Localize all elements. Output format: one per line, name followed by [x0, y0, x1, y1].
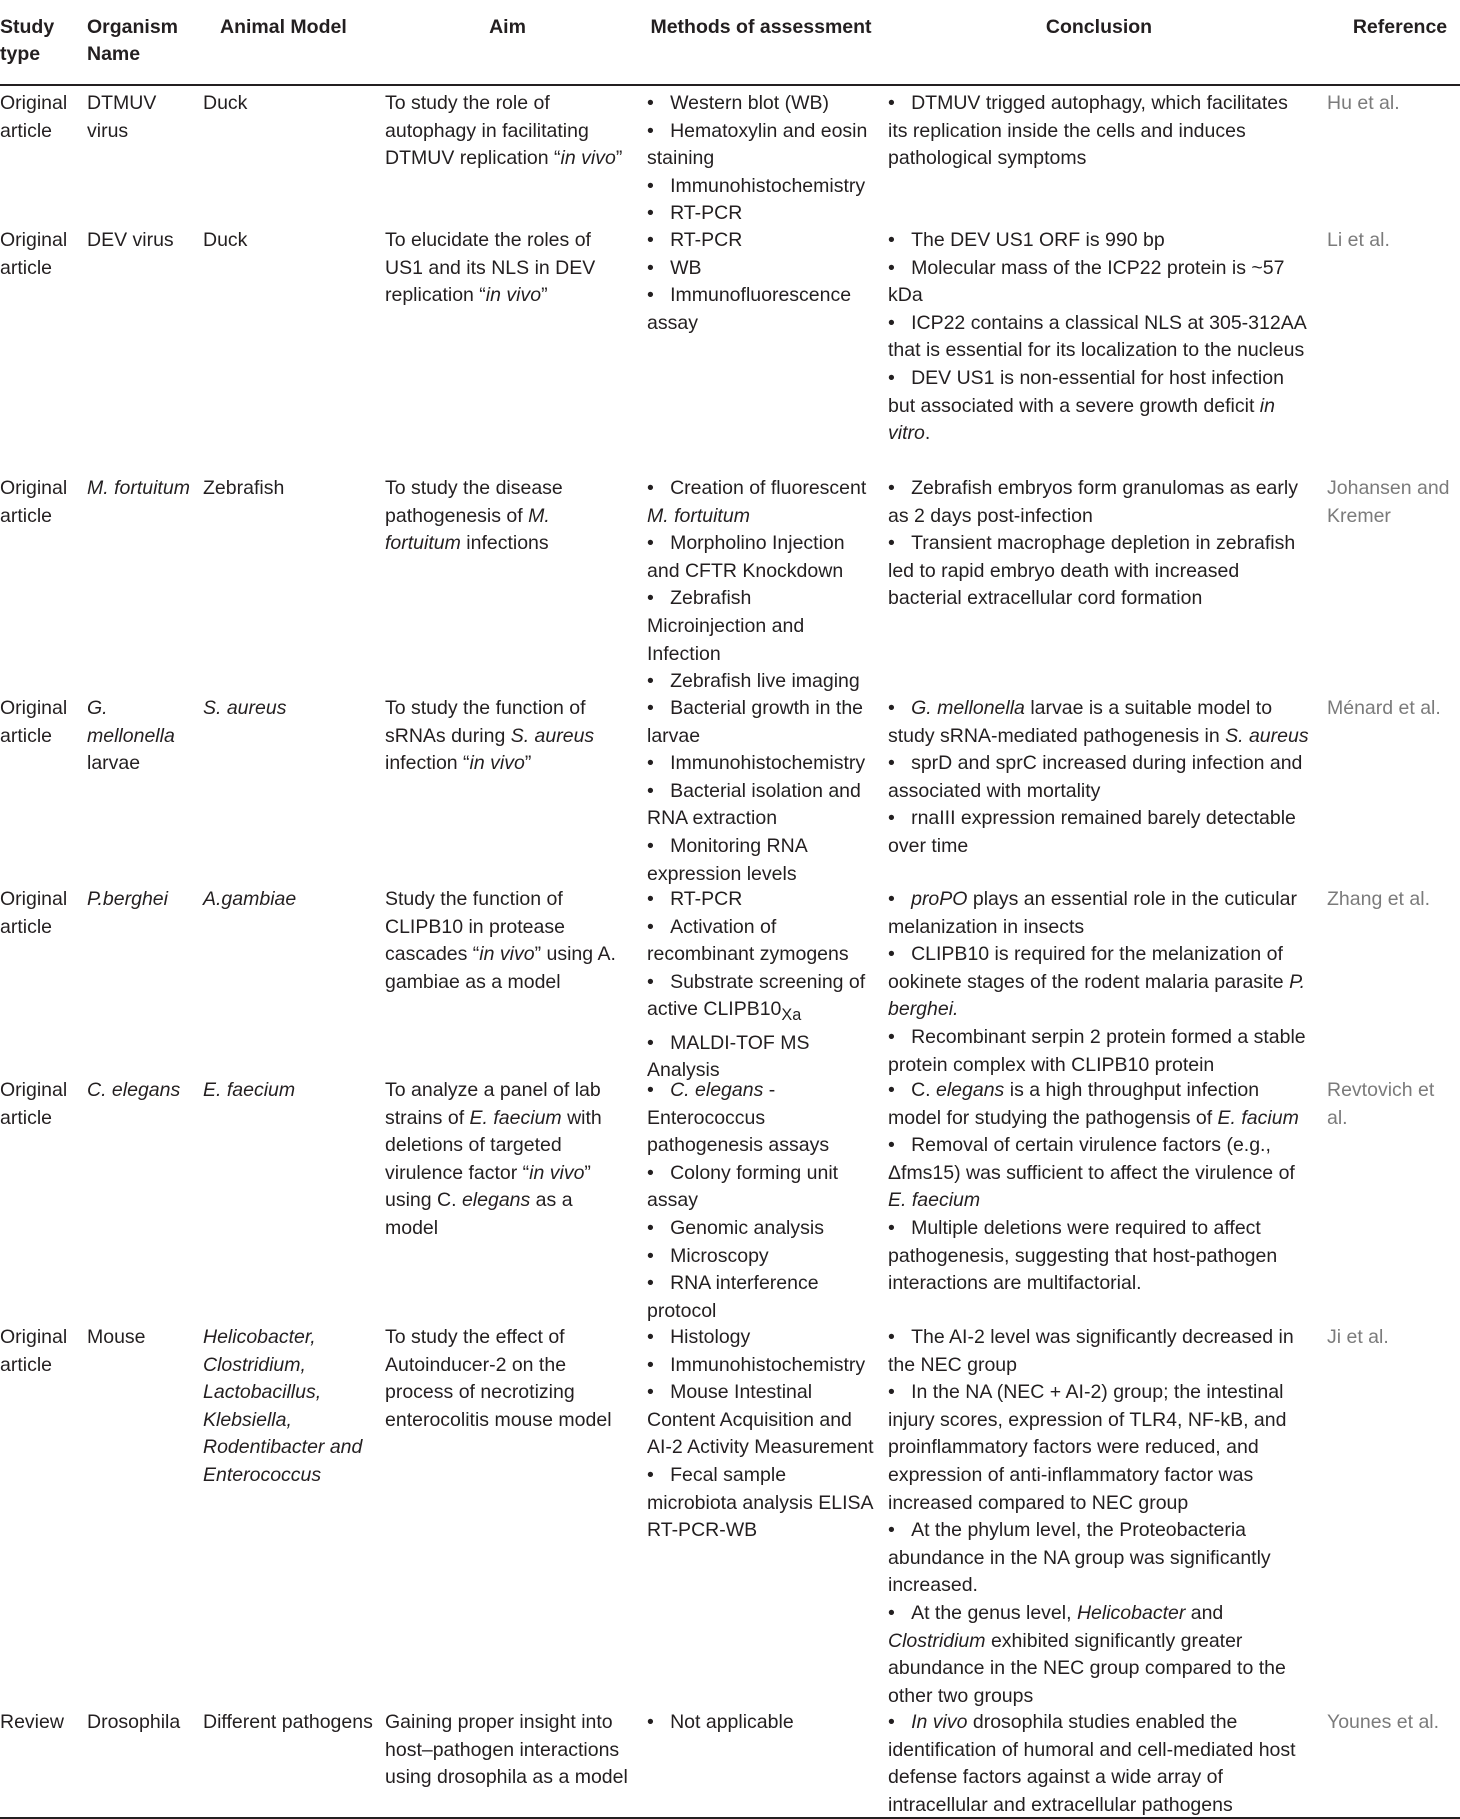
- bullet-item: • Mouse Intestinal Content Acquisition and AI-2 Activity Measurement: [647, 1381, 874, 1459]
- cell-conclusion: [888, 886, 1310, 1079]
- bullet-item: • C. elegans - Enterococcus pathogenesis assays: [647, 1079, 830, 1157]
- bullet-item: • The AI-2 level was significantly decreased in the NEC group: [888, 1326, 1294, 1376]
- bullet-item: • Fecal sample microbiota analysis ELISA RT-PCR-WB: [647, 1463, 873, 1542]
- cell-study-type: Original article: [0, 92, 68, 142]
- cell-conclusion: [888, 1324, 1310, 1710]
- cell-animal-model: Zebrafish: [203, 477, 285, 499]
- cell-animal-model: A.gambiae: [203, 888, 297, 910]
- bullet-item: • Zebrafish embryos form granulomas as early as 2 days post-infection: [888, 477, 1298, 527]
- bullet-item: • Recombinant serpin 2 protein formed a stable protein complex with CLIPB10 protein: [888, 1025, 1306, 1076]
- bullet-item: • MALDI-TOF MS Analysis: [647, 1031, 810, 1082]
- bullet-item: • WB: [647, 256, 702, 279]
- bullet-item: • RT-PCR: [647, 229, 743, 251]
- cell-study-type: Original article: [0, 888, 68, 938]
- bullet-item: • Microscopy: [647, 1244, 769, 1267]
- cell-methods: [647, 886, 875, 1085]
- cell-aim: To study the disease pathogenesis of M. fortuitum infections: [385, 477, 563, 555]
- bullet-item: • Transient macrophage depletion in zebrafish led to rapid embryo death with increased bacterial extracellular cord formation: [888, 532, 1296, 610]
- bullet-item: • RNA interference protocol: [647, 1272, 819, 1322]
- header-reference: Reference: [1352, 16, 1448, 38]
- bullet-item: • Hematoxylin and eosin staining: [647, 119, 868, 170]
- cell-aim: To study the effect of Autoinducer-2 on the process of necrotizing enterocolitis mouse model: [385, 1326, 612, 1431]
- cell-reference: Ji et al.: [1327, 1326, 1389, 1348]
- bullet-item: • The DEV US1 ORF is 990 bp: [888, 229, 1165, 251]
- bullet-item: • In the NA (NEC + AI-2) group; the intestinal injury scores, expression of TLR4, NF-kB, and proinflammatory factors were reduced, and expression of anti-inflammatory factor was increased compared to NEC group: [888, 1381, 1287, 1514]
- cell-methods: [647, 1709, 875, 1737]
- bullet-item: • Activation of recombinant zymogens: [647, 915, 849, 966]
- bullet-item: • rnaIII expression remained barely detectable over time: [888, 807, 1296, 857]
- bullet-item: • In vivo drosophila studies enabled the identification of humoral and cell-mediated host defense factors against a wide array of intracellular and extracellular pathogens: [888, 1711, 1296, 1816]
- bullet-item: • Zebrafish Microinjection and Infection: [647, 587, 805, 665]
- bullet-item: • CLIPB10 is required for the melanization of ookinete stages of the rodent malaria parasite P. berghei.: [888, 943, 1305, 1021]
- bullet-item: • At the phylum level, the Proteobacteria abundance in the NA group was significantly increased.: [888, 1519, 1271, 1597]
- cell-conclusion: [888, 227, 1310, 448]
- cell-reference: Revtovich et al.: [1327, 1079, 1435, 1129]
- bullet-item: • Morpholino Injection and CFTR Knockdown: [647, 532, 845, 582]
- cell-aim: Gaining proper insight into host–pathogen interactions using drosophila as a model: [385, 1711, 628, 1789]
- cell-methods: [647, 227, 875, 337]
- cell-reference: Younes et al.: [1327, 1711, 1440, 1733]
- bullet-item: • Molecular mass of the ICP22 protein is ~57 kDa: [888, 256, 1285, 307]
- cell-organism: P.berghei: [87, 888, 168, 910]
- bullet-item: • Immunofluorescence assay: [647, 284, 852, 334]
- cell-conclusion: [888, 1709, 1310, 1819]
- cell-reference: Ménard et al.: [1327, 697, 1441, 719]
- cell-study-type: Original article: [0, 229, 68, 279]
- cell-methods: [647, 90, 875, 228]
- table-row: [0, 86, 1460, 223]
- cell-conclusion: [888, 695, 1310, 861]
- header-study-type: Study type: [0, 16, 55, 65]
- bullet-item: • Creation of fluorescent M. fortuitum: [647, 477, 867, 527]
- bullet-item: • RT-PCR: [647, 202, 743, 225]
- cell-aim: Study the function of CLIPB10 in protease cascades “in vivo” using A. gambiae as a model: [385, 888, 616, 993]
- cell-methods: [647, 1324, 875, 1545]
- cell-animal-model: Duck: [203, 92, 248, 114]
- cell-organism: DEV virus: [87, 229, 174, 251]
- bullet-item: • Genomic analysis: [647, 1216, 824, 1239]
- bullet-item: • Monitoring RNA expression levels: [647, 834, 807, 885]
- table-row: [0, 223, 1460, 471]
- cell-conclusion: [888, 1077, 1310, 1298]
- header-animal-model: Animal Model: [220, 16, 347, 38]
- cell-conclusion: [888, 475, 1310, 613]
- cell-organism: C. elegans: [87, 1079, 181, 1101]
- bullet-item: • At the genus level, Helicobacter and Clostridium exhibited significantly greater abundance in the NEC group compared to the other two groups: [888, 1601, 1286, 1707]
- cell-animal-model: Helicobacter, Clostridium, Lactobacillus, Klebsiella, Rodentibacter and Enterococcus: [203, 1326, 363, 1486]
- cell-aim: To study the role of autophagy in facilitating DTMUV replication “in vivo”: [385, 92, 623, 170]
- bullet-item: • DTMUV trigged autophagy, which facilitates its replication inside the cells and induces pathological symptoms: [888, 92, 1288, 170]
- cell-organism: Drosophila: [87, 1711, 181, 1733]
- header-conclusion: Conclusion: [1045, 16, 1153, 38]
- cell-study-type: Original article: [0, 477, 68, 527]
- cell-reference: Li et al.: [1327, 229, 1390, 251]
- cell-aim: To study the function of sRNAs during S. aureus infection “in vivo”: [385, 697, 595, 775]
- bullet-item: • Histology: [647, 1326, 751, 1348]
- bullet-item: • ICP22 contains a classical NLS at 305-312AA that is essential for its localization to the nucleus: [888, 311, 1306, 362]
- cell-methods: [647, 695, 875, 888]
- cell-organism: DTMUV virus: [87, 92, 157, 142]
- cell-aim: To analyze a panel of lab strains of E. faecium with deletions of targeted virulence factor “in vivo” using C. elegans as a model: [385, 1079, 602, 1239]
- bullet-item: • Colony forming unit assay: [647, 1161, 839, 1212]
- bullet-item: • C. elegans is a high throughput infection model for studying the pathogensis of E. facium: [888, 1079, 1299, 1129]
- bullet-item: • RT-PCR: [647, 888, 743, 910]
- table-row: [0, 1073, 1460, 1320]
- cell-study-type: Original article: [0, 1326, 68, 1376]
- bullet-item: • Zebrafish live imaging: [647, 670, 860, 693]
- header-methods: Methods of assessment: [650, 16, 872, 38]
- bullet-item: • sprD and sprC increased during infection and associated with mortality: [888, 752, 1303, 802]
- bullet-item: • Immunohistochemistry: [647, 1353, 866, 1376]
- cell-animal-model: Different pathogens: [203, 1711, 373, 1733]
- bullet-item: • Western blot (WB): [647, 92, 830, 114]
- cell-reference: Zhang et al.: [1327, 888, 1430, 910]
- cell-conclusion: [888, 90, 1310, 173]
- cell-aim: To elucidate the roles of US1 and its NLS in DEV replication “in vivo”: [385, 229, 596, 307]
- cell-organism: M. fortuitum: [87, 477, 190, 499]
- cell-study-type: Review: [0, 1711, 64, 1733]
- bullet-item: • G. mellonella larvae is a suitable model to study sRNA-mediated pathogenesis in S. aureus: [888, 697, 1309, 747]
- cell-methods: [647, 475, 875, 696]
- header-aim: Aim: [489, 16, 526, 38]
- table-row: [0, 882, 1460, 1082]
- bullet-item: • Bacterial isolation and RNA extraction: [647, 779, 861, 830]
- cell-animal-model: Duck: [203, 229, 248, 251]
- bullet-item: • Not applicable: [647, 1711, 794, 1733]
- cell-reference: Hu et al.: [1327, 92, 1400, 114]
- bullet-item: • Immunohistochemistry: [647, 752, 866, 775]
- table-row: [0, 1320, 1460, 1705]
- table-row: [0, 1705, 1460, 1817]
- cell-study-type: Original article: [0, 1079, 68, 1129]
- bullet-item: • DEV US1 is non-essential for host infection but associated with a severe growth deficit in vitro.: [888, 366, 1284, 445]
- header-organism: Organism Name: [87, 16, 179, 65]
- cell-study-type: Original article: [0, 697, 68, 747]
- bullet-item: • Bacterial growth in the larvae: [647, 697, 864, 747]
- bullet-item: • Multiple deletions were required to affect pathogenesis, suggesting that host-pathogen interactions are multifactorial.: [888, 1216, 1278, 1295]
- bullet-item: • Removal of certain virulence factors (e.g., Δfms15) was sufficient to affect the virulence of E. faecium: [888, 1134, 1295, 1212]
- table-row: [0, 471, 1460, 691]
- cell-organism: Mouse: [87, 1326, 146, 1348]
- table-header: [0, 0, 1460, 86]
- cell-methods: [647, 1077, 875, 1325]
- cell-organism: G. mellonella larvae: [87, 697, 175, 775]
- cell-animal-model: E. faecium: [203, 1079, 296, 1101]
- bullet-item: • Substrate screening of active $CLIPB10_{Xa}$: [647, 970, 866, 1025]
- table-row: [0, 691, 1460, 885]
- bullet-item: • Immunohistochemistry: [647, 174, 866, 197]
- cell-reference: Johansen and Kremer: [1327, 477, 1450, 527]
- cell-animal-model: S. aureus: [203, 697, 287, 719]
- bullet-item: • proPO plays an essential role in the cuticular melanization in insects: [888, 888, 1297, 938]
